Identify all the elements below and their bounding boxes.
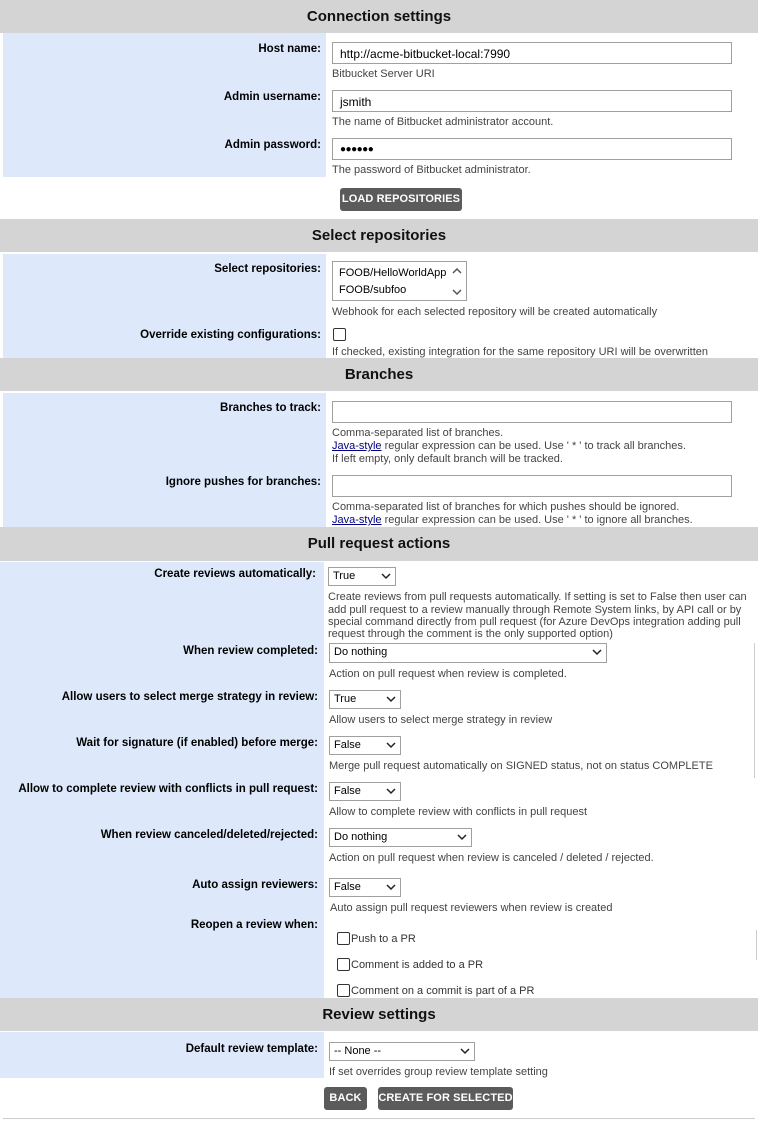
canceled-hint: Action on pull request when review is canceled / deleted / rejected.: [329, 852, 654, 864]
repositories-listbox[interactable]: [332, 261, 467, 301]
password-label: Admin password:: [224, 139, 321, 151]
branches-track-input[interactable]: [332, 401, 732, 423]
auto-assign-hint: Auto assign pull request reviewers when review is created: [330, 902, 613, 914]
select-value: -- None --: [334, 1045, 382, 1057]
select-value: Do nothing: [334, 646, 388, 658]
select-value: True: [334, 693, 357, 705]
create-for-selected-button[interactable]: CREATE FOR SELECTED: [378, 1087, 513, 1110]
label-column: [0, 562, 324, 999]
select-value: Do nothing: [334, 831, 388, 843]
section-header-repos: Select repositories: [0, 219, 758, 252]
create-reviews-hint-3: special command directly from pull request (for Azure DevOps integration adding pull: [328, 616, 741, 628]
signature-select[interactable]: [329, 736, 401, 755]
override-label: Override existing configurations:: [140, 329, 321, 341]
right-edge-line: [756, 930, 757, 960]
ignore-pushes-regex-hint: [332, 514, 693, 527]
merge-strategy-label: Allow users to select merge strategy in review:: [61, 691, 318, 703]
username-label: Admin username:: [223, 91, 321, 103]
create-reviews-hint-1: Create reviews from pull requests automatically. If setting is set to False then user can: [328, 591, 747, 603]
select-value: True: [333, 570, 356, 582]
review-template-select[interactable]: [329, 1042, 475, 1061]
canceled-label: When review canceled/deleted/rejected:: [100, 829, 318, 841]
load-repositories-button[interactable]: LOAD REPOSITORIES: [340, 188, 462, 211]
create-reviews-label: Create reviews automatically:: [154, 568, 316, 580]
chevron-down-icon: [386, 741, 396, 749]
ignore-pushes-hint: Comma-separated list of branches for which pushes should be ignored.: [332, 501, 680, 513]
create-reviews-hint-4: request through the comment is the only supported option): [328, 628, 613, 640]
review-completed-hint: Action on pull request when review is completed.: [329, 668, 567, 680]
reopen-push-label: Push to a PR: [351, 933, 416, 945]
java-style-link[interactable]: Java-style: [332, 514, 382, 526]
review-completed-select[interactable]: [329, 643, 607, 663]
back-button[interactable]: BACK: [324, 1087, 367, 1110]
merge-strategy-hint: Allow users to select merge strategy in review: [329, 714, 553, 726]
reopen-comment-label: Comment is added to a PR: [351, 959, 484, 971]
branches-track-label: Branches to track:: [220, 402, 321, 414]
reopen-push-checkbox[interactable]: [337, 932, 350, 945]
username-hint: The name of Bitbucket administrator account.: [332, 116, 554, 128]
select-repos-hint: Webhook for each selected repository will be created automatically: [332, 306, 658, 318]
chevron-down-icon: [386, 883, 396, 891]
branches-track-hint: Comma-separated list of branches.: [332, 427, 504, 439]
regex-hint-text: regular expression can be used. Use ' * ' to ignore all branches.: [381, 514, 693, 526]
chevron-down-icon: [386, 695, 396, 703]
conflicts-label: Allow to complete review with conflicts in pull request:: [18, 783, 318, 795]
list-item[interactable]: FOOB/HelloWorldApp: [339, 267, 447, 279]
section-header-review: Review settings: [0, 998, 758, 1031]
section-header-connection: Connection settings: [0, 0, 758, 33]
chevron-down-icon: [592, 648, 602, 656]
select-value: False: [334, 739, 361, 751]
branches-track-default-hint: If left empty, only default branch will be tracked.: [332, 453, 563, 465]
regex-hint-text: regular expression can be used. Use ' * ' to track all branches.: [381, 440, 686, 452]
list-item[interactable]: FOOB/subfoo: [339, 284, 407, 296]
review-completed-label: When review completed:: [183, 645, 318, 657]
java-style-link[interactable]: Java-style: [332, 440, 382, 452]
host-input[interactable]: http://acme-bitbucket-local:7990: [332, 42, 732, 64]
chevron-down-icon: [386, 787, 396, 795]
chevron-down-icon: [381, 572, 391, 580]
username-input[interactable]: jsmith: [332, 90, 732, 112]
conflicts-hint: Allow to complete review with conflicts in pull request: [329, 806, 588, 818]
reopen-commit-comment-checkbox[interactable]: [337, 984, 350, 997]
ignore-pushes-label: Ignore pushes for branches:: [165, 476, 321, 488]
section-header-pr: Pull request actions: [0, 527, 758, 561]
host-label: Host name:: [258, 43, 321, 55]
reopen-label: Reopen a review when:: [190, 919, 318, 931]
chevron-down-icon: [460, 1047, 470, 1055]
branches-track-regex-hint: [332, 440, 686, 453]
section-header-branches: Branches: [0, 358, 758, 391]
select-repos-label: Select repositories:: [214, 263, 321, 275]
chevron-down-icon: [457, 833, 467, 841]
label-column: [0, 1032, 324, 1078]
create-reviews-select[interactable]: [328, 567, 396, 586]
reopen-commit-comment-label: Comment on a commit is part of a PR: [351, 985, 535, 997]
merge-strategy-select[interactable]: [329, 690, 401, 709]
select-value: False: [334, 881, 361, 893]
select-value: False: [334, 785, 361, 797]
bottom-divider: [3, 1118, 755, 1119]
conflicts-select[interactable]: [329, 782, 401, 801]
ignore-pushes-input[interactable]: [332, 475, 732, 497]
review-template-label: Default review template:: [185, 1043, 318, 1055]
host-hint: Bitbucket Server URI: [332, 68, 435, 80]
scroll-down-icon[interactable]: [452, 288, 462, 296]
review-template-hint: If set overrides group review template setting: [329, 1066, 548, 1078]
signature-hint: Merge pull request automatically on SIGNED status, not on status COMPLETE: [329, 760, 713, 772]
signature-label: Wait for signature (if enabled) before merge:: [76, 737, 318, 749]
password-hint: The password of Bitbucket administrator.: [332, 164, 531, 176]
password-input[interactable]: ●●●●●●: [332, 138, 732, 160]
reopen-comment-checkbox[interactable]: [337, 958, 350, 971]
right-edge-line: [754, 643, 755, 778]
create-reviews-hint-2: add pull request to a review manually through Remote System links, by API call or by: [328, 604, 742, 616]
canceled-select[interactable]: [329, 828, 472, 847]
auto-assign-label: Auto assign reviewers:: [192, 879, 318, 891]
scroll-up-icon[interactable]: [452, 267, 462, 275]
override-hint: If checked, existing integration for the same repository URI will be overwritten: [332, 346, 708, 358]
auto-assign-select[interactable]: [329, 878, 401, 897]
override-checkbox[interactable]: [333, 328, 346, 341]
